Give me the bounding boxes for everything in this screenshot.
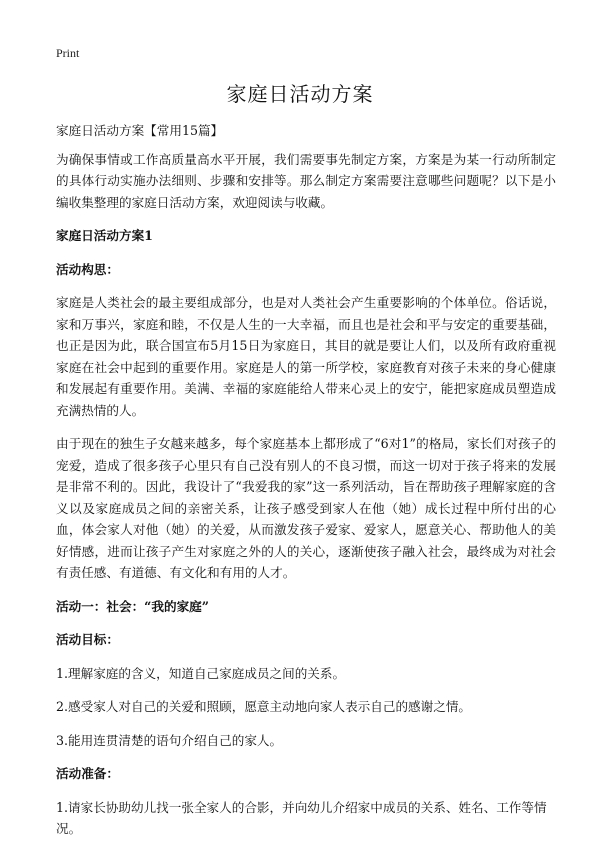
intro-paragraph: 为确保事情或工作高质量高水平开展，我们需要事先制定方案，方案是为某一行动所制定的具体行动实施办法细则、步骤和安排等。那么制定方案需要注意哪些问题呢？以下是小编收集整理的家庭日活动方案，欢迎阅读与收藏。: [56, 151, 556, 210]
document-body: [56, 120, 556, 852]
concept-paragraph-2: 由于现在的独生子女越来越多，每个家庭基本上都形成了“6对1”的格局，家长们对孩子的宠爱，造成了很多孩子心里只有自己没有别人的不良习惯，而这一切对于孩子将来的发展是非常不利的。因此，我设计了“我爱我的家”这一系列活动，旨在帮助孩子理解家庭的含义以及家庭成员之间的亲密关系，让孩子感受到家人在他（她）成长过程中所付出的心血，体会家人对他（她）的关爱，从而激发孩子爱家、爱家人，愿意关心、帮助他人的美好情感，进而让孩子产生对家庭之外的人的关心，逐渐使孩子融入社会，最终成为对社会有责任感、有道德、有文化和有用的人才。: [56, 436, 556, 580]
section-heading: 家庭日活动方案1: [56, 228, 153, 243]
prep-item: 1.请家长协助幼儿找一张全家人的合影，并向幼儿介绍家中成员的关系、姓名、工作等情况。: [56, 799, 547, 836]
document-subtitle: 家庭日活动方案【常用15篇】: [56, 123, 224, 138]
prep-heading: 活动准备：: [56, 766, 119, 781]
print-link[interactable]: Print: [56, 46, 80, 60]
concept-paragraph-1: 家庭是人类社会的最主要组成部分，也是对人类社会产生重要影响的个体单位。俗话说，家和万事兴，家庭和睦，不仅是人生的一大幸福，而且也是社会和平与安定的重要基础，也正是因为此，联合国宣布5月15日为家庭日，其目的就是要让人们，以及所有政府重视家庭在社会中起到的重要作用。家庭是人的第一所学校，家庭教育对孩子未来的身心健康和发展起有重要作用。美满、幸福的家庭能给人带来心灵上的安宁，能把家庭成员塑造成充满热情的人。: [56, 295, 556, 418]
activity-heading: 活动一：社会：“我的家庭”: [56, 598, 210, 614]
goal-item: 2.感受家人对自己的关爱和照顾，愿意主动地向家人表示自己的感谢之情。: [56, 699, 472, 714]
goals-heading: 活动目标：: [56, 632, 119, 647]
goal-item: 3.能用连贯清楚的语句介绍自己的家人。: [56, 732, 283, 748]
page-title: 家庭日活动方案: [226, 82, 374, 106]
concept-heading: 活动构思：: [56, 261, 119, 277]
goal-item: 1.理解家庭的含义，知道自己家庭成员之间的关系。: [56, 665, 346, 681]
